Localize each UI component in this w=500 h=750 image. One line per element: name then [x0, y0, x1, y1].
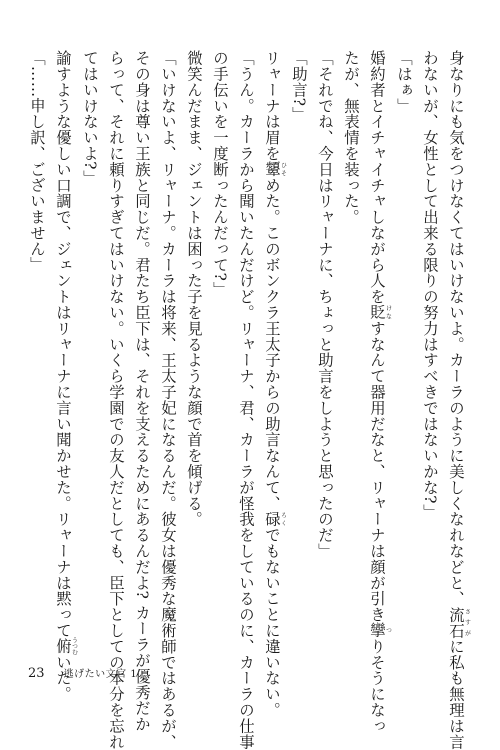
text-segment: りそうになっ [368, 638, 386, 734]
text-line [364, 50, 392, 734]
text-segment: 微笑んだまま、ジェントは困った子を見るような顔で首を傾げる。 [185, 50, 203, 527]
text-line [181, 50, 207, 630]
ruby-annotation [263, 511, 287, 528]
ruby-annotation [368, 304, 392, 321]
ruby-base: 顰 [263, 161, 281, 178]
text-segment: 「はぁ」 [395, 50, 413, 114]
text-line [312, 50, 338, 630]
text-segment: 「うん。カーラから聞いたんだけど。リャーナ、君、カーラが怪我をしているのに、カーラの仕事 [237, 50, 255, 750]
text-segment: いた。 [54, 654, 72, 702]
text-line [391, 50, 417, 630]
text-line [443, 50, 471, 750]
text-segment: の手伝いを一度断ったんだって?」 [211, 50, 229, 298]
ruby-base: 攣 [368, 622, 386, 639]
ruby-annotation [368, 622, 392, 639]
text-line [207, 50, 233, 630]
ruby-reading: さすが [463, 606, 471, 639]
ruby-reading: つ [384, 622, 392, 639]
text-segment: わないが、女性として出来る限りの努力はすべきではないかな?」 [421, 50, 439, 520]
text-line [155, 50, 181, 750]
text-segment: らって、それに頼りすぎてはいけない。いくら学園での友人だとしても、臣下としての本分を忘れ [107, 50, 125, 750]
text-segment: てはいけないよ?」 [81, 50, 99, 186]
ruby-base: 貶 [368, 304, 386, 321]
ruby-annotation [54, 637, 78, 656]
running-title: 逃げたい文官 1 [63, 669, 138, 680]
ruby-base: 俯 [54, 637, 72, 656]
text-segment: リャーナは眉を [263, 50, 281, 162]
text-line [286, 50, 312, 630]
text-line [50, 50, 78, 702]
text-segment: めた。このボンクラ王太子からの助言なんて、 [263, 177, 281, 512]
text-line [103, 50, 129, 750]
text-line [338, 50, 364, 630]
text-segment: 身なりにも気をつけなくてはいけないよ。カーラのように美しくなれなどと、 [447, 50, 465, 607]
text-segment: 「……申し訳、ございません」 [28, 50, 46, 273]
text-line [24, 50, 50, 630]
page-number: 23 [28, 666, 45, 681]
text-segment: 「いけないよ、リャーナ。カーラは将来、王太子妃になるんだ。彼女は優秀な魔術師ではあるが、 [159, 50, 177, 750]
text-segment: 婚約者とイチャイチャしながら人を [368, 50, 386, 305]
ruby-reading: ひそ [279, 161, 287, 178]
text-segment: でもないことに違いない。 [263, 527, 281, 718]
text-segment: 「それでね、今日はリャーナに、ちょっと助言をしようと思ったのだ」 [316, 50, 334, 559]
ruby-annotation [263, 161, 287, 178]
ruby-reading: けな [384, 304, 392, 321]
ruby-base: 碌 [263, 511, 281, 528]
text-segment: 「助言?」 [290, 50, 308, 123]
text-segment: 諭すような優しい口調で、ジェントはリャーナに言い聞かせた。リャーナは黙って [54, 50, 72, 639]
ruby-reading: うつむ [70, 637, 78, 656]
text-segment: たが、無表情を装った。 [342, 50, 360, 225]
text-line [233, 50, 259, 750]
ruby-annotation [447, 606, 471, 639]
ruby-reading: ろく [279, 511, 287, 528]
text-segment: に私も無理は言 [447, 638, 465, 750]
text-line [417, 50, 443, 630]
text-line [129, 50, 155, 732]
text-segment: すなんて器用だなと、リャーナは顔が引き [368, 320, 386, 623]
text-line [77, 50, 103, 630]
text-line [259, 50, 287, 718]
ruby-base: 流石 [447, 606, 465, 639]
text-segment: その身は尊い王族と同じだ。君たち臣下は、それを支えるためにあるんだよ? カーラが優秀だか [133, 50, 151, 732]
page-footer [28, 662, 137, 681]
